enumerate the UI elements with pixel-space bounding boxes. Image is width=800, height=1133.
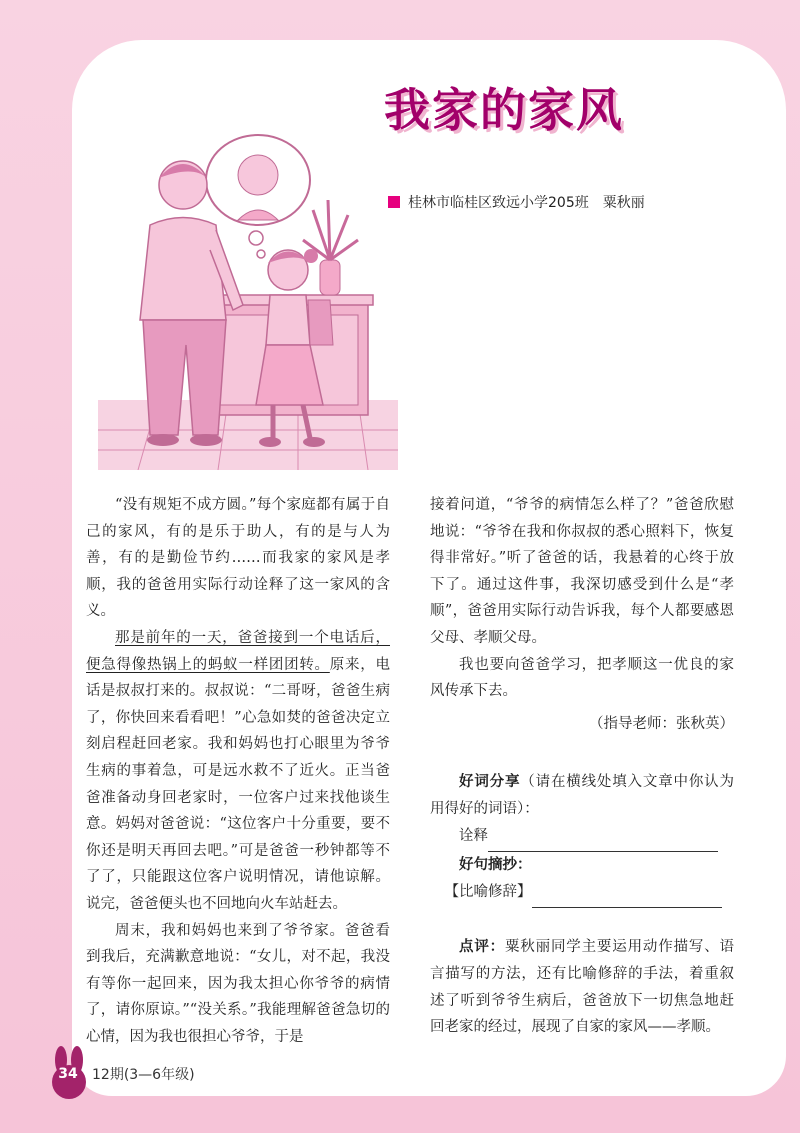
illustration — [98, 130, 398, 470]
word-share-label: 好词分享 — [459, 773, 521, 791]
byline-text: 桂林市临桂区致远小学205班 粟秋丽 — [408, 195, 645, 211]
word-blank-line[interactable] — [488, 825, 718, 853]
word-share-example: 诠释 — [459, 827, 488, 844]
paragraph-2-rest: 原来，电话是叔叔打来的。叔叔说：“二哥呀，爸爸生病了，你快回来看看吧！”心急如焚的爸爸决定立刻启程赶回老家。我和妈妈也打心眼里为爷爷生病的事着急，可是远水救不了近火。正当爸爸准备动身回老家时，一位客户过来找他谈生意。妈妈对爸爸说：“这位客户十分重要，要不你还是明天再回去吧。”可是爸爸一秒钟都等不了了，只能跟这位客户说明情况，请他谅解。说完，爸爸便头也不回地向火车站赶去。 — [86, 656, 391, 912]
metaphor-label: 【比喻修辞】 — [444, 883, 532, 900]
underlined-sentence: 那是前年的一天，爸爸接到一个电话后，便急得像热锅上的蚂蚁一样团团转。 — [86, 629, 390, 673]
paragraph-2 — [86, 625, 390, 918]
byline — [388, 192, 645, 212]
comment-text: 粟秋丽同学主要运用动作描写、语言描写的方法，还有比喻修辞的手法，着重叙述了听到爷爷生病后，爸爸放下一切焦急地赶回老家的经过，展现了自家的家风——孝顺。 — [430, 939, 735, 1036]
paragraph-5: 我也要向爸爸学习，把孝顺这一优良的家风传承下去。 — [430, 656, 734, 700]
page-number: 34 — [58, 1066, 78, 1082]
comment-paragraph — [430, 934, 734, 1040]
paragraph-4: 接着问道，“爷爷的病情怎么样了？”爸爸欣慰地说：“爷爷在我和你叔叔的悉心照料下，恢复得非常好。”听了爸爸的话，我悬着的心终于放下了。通过这件事，我深切感受到什么是“孝顺”，爸爸用实际行动告诉我，每个人都要感恩父母、孝顺父母。 — [430, 497, 734, 646]
word-share-text: （请在横线处填入文章中你认为用得好的词语）： — [430, 774, 735, 817]
comment-label: 点评： — [459, 938, 505, 956]
word-share-intro — [430, 769, 734, 822]
article-title: 我家的家风 — [384, 83, 624, 137]
teacher-credit: （指导老师：张秋英） — [589, 715, 734, 732]
sentence-blank-line[interactable] — [532, 881, 722, 909]
metaphor-line — [430, 879, 734, 909]
paragraph-3: 周末，我和妈妈也来到了爷爷家。爸爸看到我后，充满歉意地说：“女儿，对不起，我没有等你一起回来，因为我太担心你爷爷的病情了，请你原谅。”“没关系。”我能理解爸爸急切的心情，因为我也很担心爷爷，于是 — [86, 922, 390, 1045]
column-left — [86, 492, 390, 1050]
sentence-excerpt-label: 好句摘抄： — [459, 856, 532, 874]
word-share-line — [430, 823, 734, 853]
paragraph-1: “没有规矩不成方圆。”每个家庭都有属于自己的家风，有的是乐于助人，有的是与人为善，有的是勤俭节约……而我家的家风是孝顺，我的爸爸用实际行动诠释了这一家风的含义。 — [86, 497, 390, 620]
word-share-section — [430, 769, 734, 908]
column-right — [430, 492, 734, 1041]
issue-label: 12期(3—6年级) — [92, 1067, 195, 1083]
